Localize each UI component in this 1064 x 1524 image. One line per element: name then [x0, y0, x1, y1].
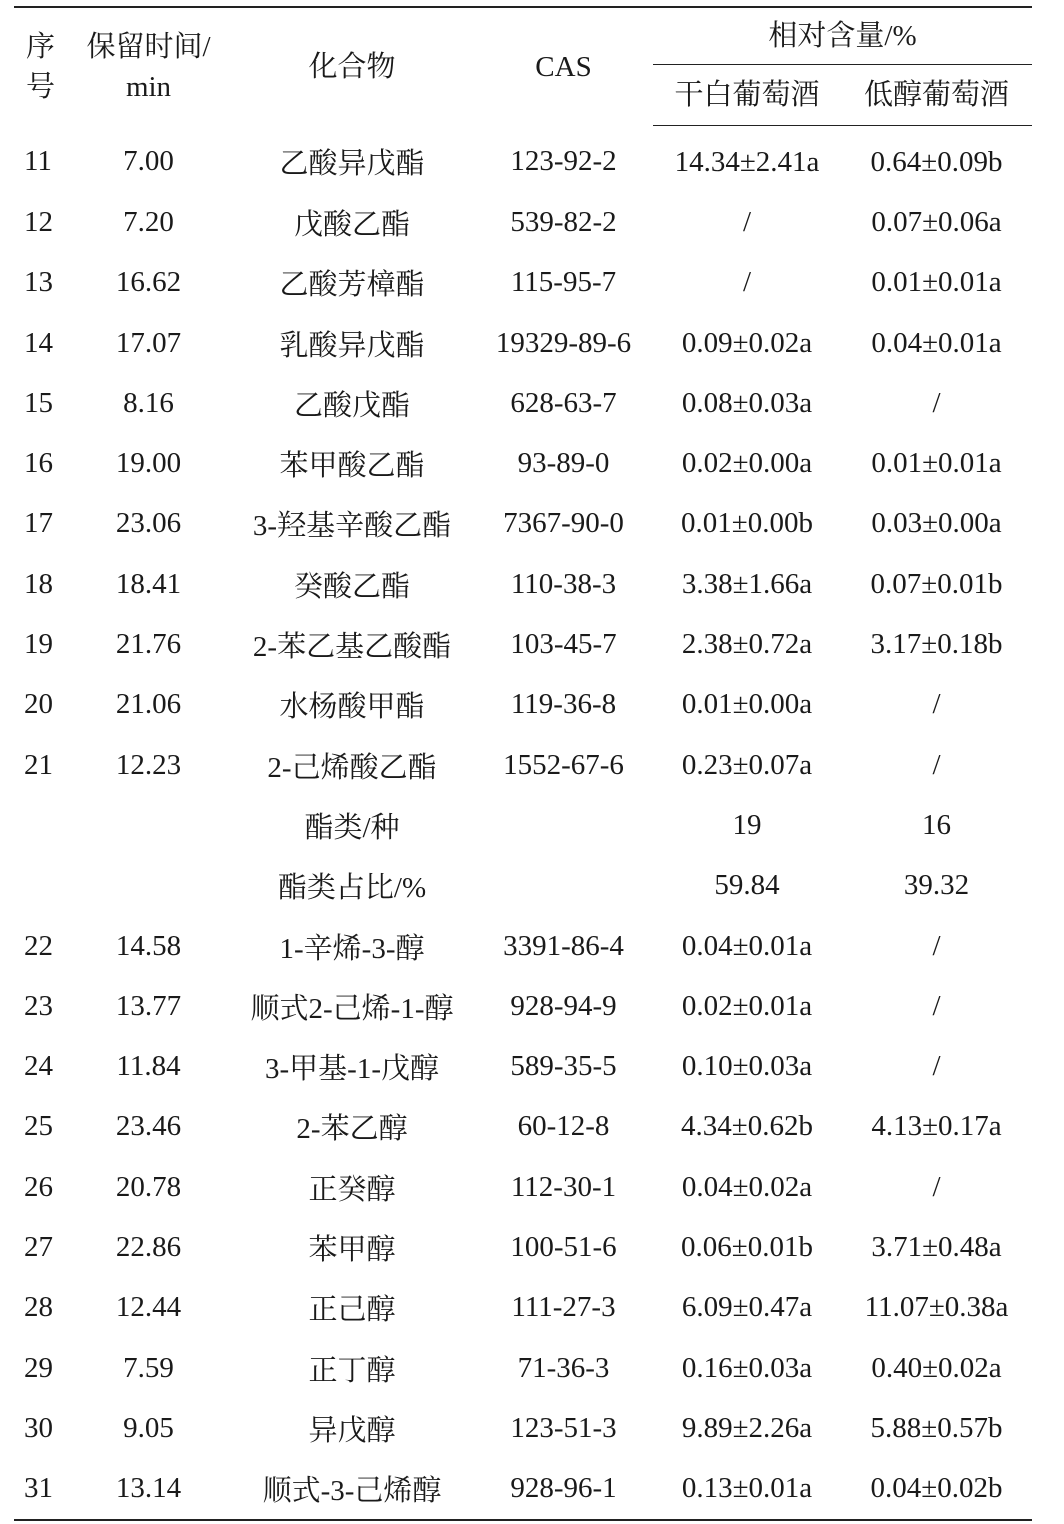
cell-cas: 111-27-3	[511, 1291, 616, 1324]
cell-cas: 100-51-6	[510, 1230, 617, 1263]
cell-index: 13	[24, 266, 53, 299]
cell-index: 24	[24, 1050, 53, 1083]
cell-low-alcohol: 16	[922, 808, 951, 841]
table-row	[14, 126, 1032, 193]
cell-low-alcohol: /	[932, 929, 941, 962]
cell-dry-white: 0.01±0.00a	[681, 688, 813, 721]
cell-low-alcohol: /	[932, 748, 941, 781]
table-row	[14, 614, 1032, 674]
cell-retention-time: 13.77	[115, 989, 182, 1022]
cell-index: 23	[24, 989, 53, 1022]
table-row	[14, 253, 1032, 313]
cell-compound: 异戊醇	[308, 1414, 396, 1447]
header-index: 序 号	[14, 7, 67, 126]
table-row	[14, 675, 1032, 735]
cell-dry-white: 59.84	[714, 869, 780, 902]
cell-low-alcohol: 0.04±0.01a	[871, 326, 1002, 359]
cell-compound: 3-羟基辛酸乙酯	[252, 510, 452, 543]
cell-dry-white: 19	[732, 808, 762, 841]
cell-compound: 乙酸戊酯	[293, 389, 410, 422]
cell-index: 20	[24, 688, 53, 721]
compound-table	[14, 6, 1032, 1521]
cell-cas: 7367-90-0	[503, 507, 624, 540]
cell-low-alcohol: 0.01±0.01a	[871, 266, 1002, 299]
cell-retention-time: 22.86	[115, 1230, 182, 1263]
cell-compound: 酯类占比/%	[277, 872, 427, 905]
cell-compound: 顺式-3-己烯醇	[230, 1459, 474, 1520]
cell-retention-time: 14.58	[115, 929, 182, 962]
cell-compound: 苯甲酸乙酯	[279, 450, 425, 483]
cell-cas: 115-95-7	[510, 266, 617, 299]
cell-retention-time: 12.23	[115, 748, 182, 781]
cell-compound: 正丁醇	[308, 1354, 396, 1387]
table-body	[14, 126, 1032, 1520]
cell-low-alcohol: 0.40±0.02a	[871, 1351, 1002, 1384]
header-relative-content: 相对含量/%	[653, 7, 1032, 65]
cell-index: 31	[14, 1459, 67, 1520]
cell-retention-time	[67, 795, 230, 855]
cell-compound: 顺式2-己烯-1-醇	[250, 992, 454, 1025]
cell-index	[14, 795, 67, 855]
cell-retention-time: 12.44	[115, 1291, 182, 1324]
table-row	[14, 1217, 1032, 1277]
cell-dry-white: 0.23±0.07a	[681, 748, 813, 781]
cell-dry-white: 0.04±0.02a	[681, 1170, 813, 1203]
cell-dry-white: 0.09±0.02a	[681, 326, 813, 359]
cell-compound: 2-苯乙醇	[296, 1113, 408, 1146]
cell-compound: 苯甲醇	[308, 1233, 396, 1266]
table-row	[14, 735, 1032, 795]
table-row	[14, 313, 1032, 373]
cell-cas: 103-45-7	[510, 628, 617, 661]
cell-retention-time: 21.76	[115, 628, 182, 661]
cell-compound: 癸酸乙酯	[293, 570, 410, 603]
cell-retention-time: 17.07	[115, 326, 182, 359]
cell-low-alcohol: /	[932, 386, 941, 419]
cell-index: 27	[24, 1230, 53, 1263]
cell-index: 25	[24, 1110, 53, 1143]
cell-retention-time: 21.06	[115, 688, 182, 721]
cell-retention-time: 7.20	[123, 205, 174, 238]
cell-compound: 2-己烯酸乙酯	[267, 751, 437, 784]
table-row	[14, 1157, 1032, 1217]
cell-index: 29	[24, 1351, 53, 1384]
cell-low-alcohol: 0.03±0.00a	[871, 507, 1002, 540]
table-row	[14, 1398, 1032, 1458]
cell-cas: 1552-67-6	[503, 748, 624, 781]
cell-index	[14, 856, 67, 916]
cell-cas: 628-63-7	[510, 386, 617, 419]
header-retention-time: 保留时间/ min	[67, 7, 230, 126]
cell-dry-white: 0.04±0.01a	[681, 929, 813, 962]
cell-retention-time: 13.14	[67, 1459, 230, 1520]
cell-index: 30	[24, 1411, 53, 1444]
cell-index: 15	[24, 386, 53, 419]
table-row	[14, 856, 1032, 916]
cell-retention-time: 7.00	[123, 145, 174, 178]
cell-retention-time	[67, 856, 230, 916]
cell-cas: 123-92-2	[510, 145, 617, 178]
table-row	[14, 1278, 1032, 1338]
cell-low-alcohol: 0.07±0.06a	[871, 205, 1002, 238]
cell-retention-time: 8.16	[123, 386, 174, 419]
table-row	[14, 192, 1032, 252]
cell-compound: 水杨酸甲酯	[279, 691, 425, 724]
cell-dry-white: 0.13±0.01a	[653, 1459, 841, 1520]
cell-compound: 乳酸异戊酯	[279, 329, 425, 362]
cell-dry-white: 0.08±0.03a	[681, 386, 813, 419]
table-row	[14, 433, 1032, 493]
cell-dry-white: 14.34±2.41a	[674, 145, 820, 178]
cell-cas: 539-82-2	[510, 205, 617, 238]
cell-low-alcohol: /	[932, 688, 941, 721]
cell-compound: 乙酸芳樟酯	[279, 269, 425, 302]
cell-index: 16	[24, 447, 53, 480]
cell-low-alcohol: 3.71±0.48a	[871, 1230, 1002, 1263]
cell-cas: 60-12-8	[517, 1110, 610, 1143]
cell-low-alcohol: 11.07±0.38a	[864, 1291, 1009, 1324]
cell-dry-white: 2.38±0.72a	[681, 628, 813, 661]
cell-index: 22	[24, 929, 53, 962]
cell-dry-white: 0.01±0.00b	[681, 507, 813, 540]
cell-dry-white: 0.10±0.03a	[681, 1050, 813, 1083]
cell-compound: 正己醇	[308, 1294, 396, 1327]
header-compound: 化合物	[230, 7, 474, 126]
cell-cas: 112-30-1	[510, 1170, 617, 1203]
cell-low-alcohol: 0.07±0.01b	[870, 567, 1003, 600]
cell-cas: 928-94-9	[510, 989, 617, 1022]
cell-dry-white: 0.02±0.00a	[681, 447, 813, 480]
cell-cas: 71-36-3	[517, 1351, 610, 1384]
cell-dry-white: 3.38±1.66a	[681, 567, 813, 600]
cell-low-alcohol: 0.01±0.01a	[871, 447, 1002, 480]
cell-low-alcohol: 39.32	[903, 869, 970, 902]
cell-index: 17	[24, 507, 53, 540]
cell-cas: 19329-89-6	[495, 326, 632, 359]
cell-retention-time: 9.05	[123, 1411, 174, 1444]
cell-low-alcohol: 0.04±0.02b	[841, 1459, 1032, 1520]
cell-index: 28	[24, 1291, 53, 1324]
cell-dry-white: 0.16±0.03a	[681, 1351, 813, 1384]
cell-compound: 乙酸异戊酯	[279, 148, 425, 181]
cell-cas	[474, 795, 653, 855]
cell-retention-time: 23.46	[115, 1110, 182, 1143]
cell-index: 26	[24, 1170, 53, 1203]
cell-dry-white: 0.06±0.01b	[681, 1230, 813, 1263]
cell-compound: 正癸醇	[308, 1173, 396, 1206]
table-row	[14, 1036, 1032, 1096]
cell-dry-white: 4.34±0.62b	[681, 1110, 813, 1143]
table-row	[14, 1459, 1032, 1520]
table-row	[14, 916, 1032, 976]
table-row	[14, 1097, 1032, 1157]
cell-retention-time: 7.59	[123, 1351, 174, 1384]
cell-compound: 2-苯乙基乙酸酯	[252, 631, 452, 664]
cell-dry-white: 6.09±0.47a	[681, 1291, 813, 1324]
cell-retention-time: 19.00	[115, 447, 182, 480]
header-cas: CAS	[474, 7, 653, 126]
cell-low-alcohol: /	[932, 1170, 941, 1203]
cell-compound: 酯类/种	[304, 811, 400, 844]
table-row	[14, 976, 1032, 1036]
cell-retention-time: 23.06	[115, 507, 182, 540]
cell-index: 11	[24, 145, 52, 178]
table-row	[14, 795, 1032, 855]
cell-low-alcohol: /	[932, 1050, 941, 1083]
cell-dry-white: /	[742, 205, 752, 238]
table-row	[14, 554, 1032, 614]
cell-cas: 928-96-1	[474, 1459, 653, 1520]
cell-low-alcohol: 3.17±0.18b	[870, 628, 1003, 661]
cell-low-alcohol: /	[932, 989, 941, 1022]
cell-compound: 1-辛烯-3-醇	[279, 932, 425, 965]
cell-compound: 戊酸乙酯	[293, 208, 410, 241]
cell-compound: 3-甲基-1-戊醇	[265, 1053, 439, 1086]
cell-retention-time: 18.41	[115, 567, 182, 600]
cell-index: 19	[24, 628, 53, 661]
cell-retention-time: 16.62	[115, 266, 182, 299]
cell-index: 12	[24, 205, 53, 238]
table-row	[14, 1338, 1032, 1398]
table-row	[14, 494, 1032, 554]
table-row	[14, 373, 1032, 433]
cell-index: 18	[24, 567, 53, 600]
cell-cas: 123-51-3	[510, 1411, 617, 1444]
cell-low-alcohol: 0.64±0.09b	[870, 145, 1003, 178]
table-header	[14, 7, 1032, 126]
cell-dry-white: /	[742, 266, 752, 299]
cell-retention-time: 11.84	[116, 1050, 181, 1083]
cell-cas: 119-36-8	[510, 688, 617, 721]
cell-cas: 93-89-0	[517, 447, 610, 480]
cell-index: 14	[24, 326, 53, 359]
cell-index: 21	[24, 748, 53, 781]
header-dry-white-wine: 干白葡萄酒	[653, 65, 841, 126]
cell-cas: 589-35-5	[510, 1050, 617, 1083]
cell-low-alcohol: 5.88±0.57b	[870, 1411, 1003, 1444]
cell-dry-white: 0.02±0.01a	[681, 989, 813, 1022]
cell-cas	[474, 856, 653, 916]
cell-low-alcohol: 4.13±0.17a	[871, 1110, 1002, 1143]
cell-cas: 3391-86-4	[503, 929, 624, 962]
cell-dry-white: 9.89±2.26a	[681, 1411, 813, 1444]
cell-retention-time: 20.78	[115, 1170, 182, 1203]
cell-cas: 110-38-3	[510, 567, 617, 600]
header-low-alcohol-wine: 低醇葡萄酒	[841, 65, 1032, 126]
